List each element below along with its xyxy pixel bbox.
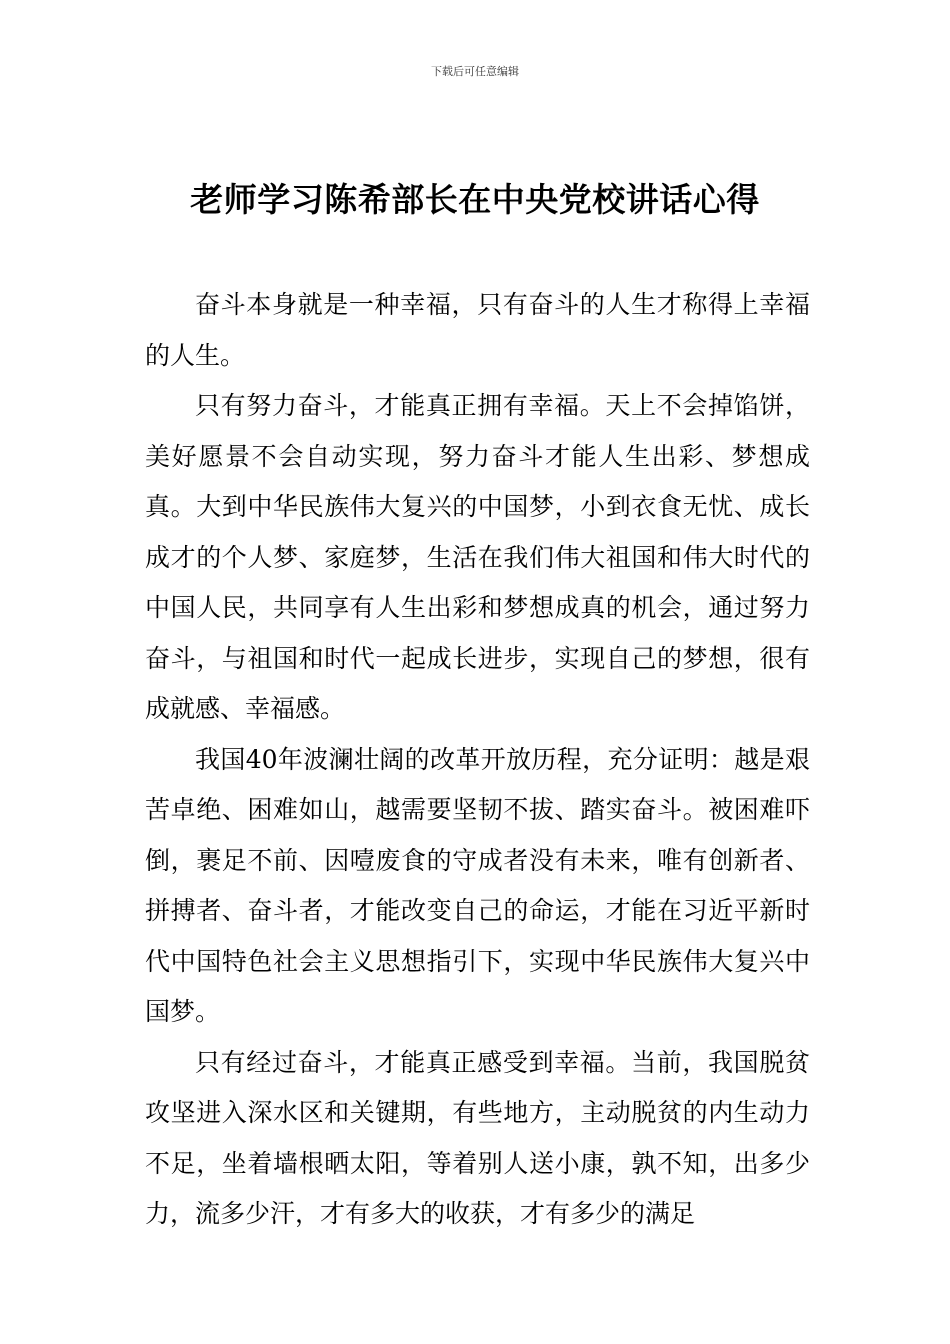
paragraph: 我国40年波澜壮阔的改革开放历程，充分证明：越是艰苦卓绝、困难如山，越需要坚韧不拔、踏实奋斗。被困难吓倒，裹足不前、因噎废食的守成者没有未来，唯有创新者、拼搏者、奋斗者，才能改变自己的命运，才能在习近平新时代中国特色社会主义思想指引下，实现中华民族伟大复兴中国梦。	[145, 744, 810, 1026]
paragraph: 只有努力奋斗，才能真正拥有幸福。天上不会掉馅饼，美好愿景不会自动实现，努力奋斗才能人生出彩、梦想成真。大到中华民族伟大复兴的中国梦，小到衣食无忧、成长成才的个人梦、家庭梦，生活在我们伟大祖国和伟大时代的中国人民，共同享有人生出彩和梦想成真的机会，通过努力奋斗，与祖国和时代一起成长进步，实现自己的梦想，很有成就感、幸福感。	[145, 391, 810, 723]
paragraph: 只有经过奋斗，才能真正感受到幸福。当前，我国脱贫攻坚进入深水区和关键期，有些地方，主动脱贫的内生动力不足，坐着墙根晒太阳，等着别人送小康，孰不知，出多少力，流多少汗，才有多大的收获，才有多少的满足	[145, 1047, 810, 1228]
document-body	[145, 280, 810, 1240]
paragraph: 奋斗本身就是一种幸福，只有奋斗的人生才称得上幸福的人生。	[145, 290, 810, 370]
page-header-note: 下载后可任意编辑	[431, 65, 519, 78]
document-title: 老师学习陈希部长在中央党校讲话心得	[190, 180, 760, 219]
